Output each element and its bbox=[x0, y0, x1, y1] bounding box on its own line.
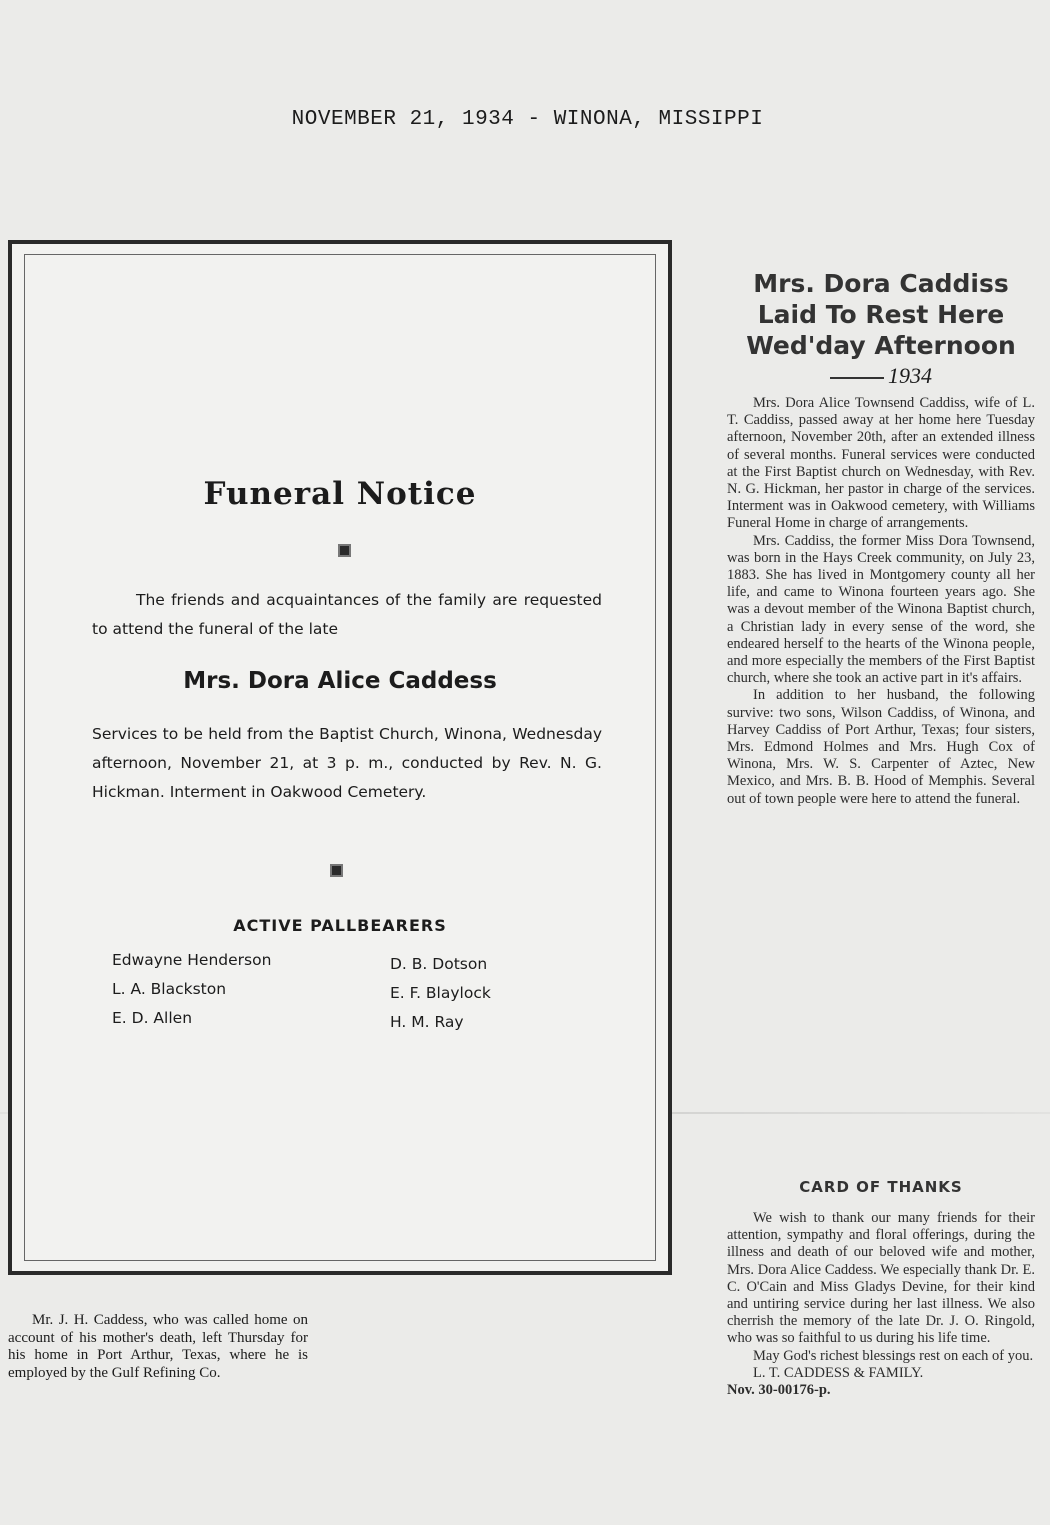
handwritten-year bbox=[727, 363, 1035, 389]
card-of-thanks-heading: CARD OF THANKS bbox=[799, 1178, 963, 1196]
dateline: NOVEMBER 21, 1934 - WINONA, MISSIPPI bbox=[291, 108, 764, 131]
notice-title: Funeral Notice bbox=[203, 476, 477, 512]
pallbearer-name: D. B. Dotson bbox=[390, 955, 488, 973]
handwritten-year-text: 1934 bbox=[888, 363, 932, 388]
services-details: Services to be held from the Baptist Church, Winona, Wednesday afternoon, November 21, at 3 p. m., conducted by Rev. N. G. Hickman. Interment in Oakwood Cemetery. bbox=[92, 725, 602, 801]
notice-intro: The friends and acquaintances of the family are requested to attend the funeral of the late bbox=[92, 591, 602, 638]
headline-rule bbox=[830, 377, 884, 379]
pallbearer-name: L. A. Blackston bbox=[112, 980, 227, 998]
jh-note-text: Mr. J. H. Caddess, who was called home on account of his mother's death, left Thursday for his home in Port Arthur, Texas, where he is employed by the Gulf Refining Co. bbox=[8, 1312, 308, 1381]
headline-line: Mrs. Dora Caddiss bbox=[753, 269, 1009, 298]
thanks-signature: L. T. CADDESS & FAMILY. bbox=[753, 1364, 924, 1381]
thanks-paragraph: May God's richest blessings rest on each of you. bbox=[753, 1347, 1034, 1364]
pallbearers-heading: ACTIVE PALLBEARERS bbox=[233, 916, 447, 935]
headline-line: Wed'day Afternoon bbox=[746, 331, 1016, 360]
obituary-body bbox=[727, 395, 1035, 808]
card-of-thanks-clipping bbox=[727, 1178, 1035, 1399]
pallbearer-name: E. D. Allen bbox=[112, 1009, 193, 1027]
ornament-square-icon bbox=[330, 864, 343, 877]
obituary-paragraph: Mrs. Dora Alice Townsend Caddiss, wife of L. T. Caddiss, passed away at her home here Tuesday afternoon, November 20th, after an extended illness of several months. Funeral services were conducted at the First Baptist church on Wednesday, with Rev. N. G. Hickman, her pastor in charge of the services. Interment was in Oakwood cemetery, with Williams Funeral Home in charge of arrangements. bbox=[727, 395, 1035, 532]
pallbearers-right-column bbox=[390, 950, 491, 1037]
obituary-headline bbox=[727, 268, 1035, 361]
thanks-code: Nov. 30-00176-p. bbox=[727, 1382, 831, 1399]
pallbearer-name: Edwayne Henderson bbox=[112, 951, 272, 969]
thanks-paragraph: We wish to thank our many friends for their attention, sympathy and floral offerings, during the illness and death of our beloved wife and mother, Mrs. Dora Alice Caddess. We especially thank Dr. E. C. O'Cain and Miss Gladys Devine, for their kind and untiring service during her last illness. We also cherrish the memory of the late Dr. J. O. Ringold, who was so faithful to us during his life time. bbox=[727, 1210, 1035, 1347]
pallbearer-name: E. F. Blaylock bbox=[390, 984, 491, 1002]
funeral-notice-card bbox=[8, 240, 672, 1275]
obituary-clipping bbox=[727, 268, 1035, 808]
card-of-thanks-body bbox=[727, 1210, 1035, 1399]
pallbearer-name: H. M. Ray bbox=[390, 1013, 464, 1031]
headline-line: Laid To Rest Here bbox=[757, 300, 1005, 329]
jh-note-body bbox=[8, 1312, 308, 1382]
obituary-paragraph: Mrs. Caddiss, the former Miss Dora Townsend, was born in the Hays Creek community, on July 23, 1883. She has lived in Montgomery county all her life, and came to Winona fourteen years ago. She was a devout member of the Winona Baptist church, a Christian lady in every sense of the word, she endeared herself to the hearts of the Winona people, and more especially the members of the First Baptist church, where she took an active part in it's affairs. bbox=[727, 532, 1035, 687]
ornament-square-icon bbox=[338, 544, 351, 557]
pallbearers-left-column bbox=[112, 946, 271, 1033]
obituary-paragraph: In addition to her husband, the following survive: two sons, Wilson Caddiss, of Winona, and Harvey Caddiss of Port Arthur, Texas; four sisters, Mrs. Edmond Holmes and Mrs. Hugh Cox of Winona, Mrs. W. S. Carpenter of Aztec, New Mexico, and Mrs. B. B. Hood of Memphis. Several out of town people were here to attend the funeral. bbox=[727, 687, 1035, 807]
deceased-name: Mrs. Dora Alice Caddess bbox=[183, 668, 497, 694]
jh-caddess-note bbox=[8, 1312, 308, 1382]
